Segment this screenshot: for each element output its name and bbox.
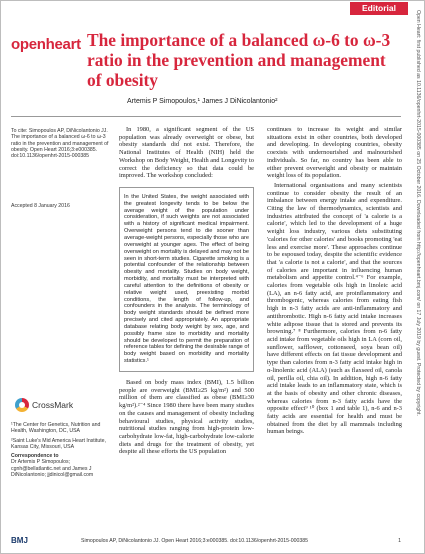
accepted-date: Accepted 8 January 2016 — [11, 203, 70, 209]
footer-citation: Simopoulos AP, DiNicolantonio JJ. Open Heart 2016;3:e000385. doi:10.1136/openhrt-2015-000385 — [81, 538, 309, 544]
crossmark-label: CrossMark — [32, 400, 74, 410]
article-title: The importance of a balanced ω-6 to ω-3 ratio in the prevention and management of obesity — [87, 30, 391, 90]
sidebar-cite — [11, 128, 111, 159]
article-authors: Artemis P Simopoulos,¹ James J DiNicolantonio² — [127, 98, 278, 105]
cite-text: To cite: Simopoulos AP, DiNicolantonio JJ. The importance of a balanced ω-6 to ω-3 ratio in the prevention and management of obesity. Open Heart 2016;3:e000385. doi:10.1136/openhrt-2015-000385 — [11, 128, 109, 160]
article-page — [3, 2, 411, 548]
quote-box: In the United States, the weight associated with the greatest longevity tends to be below the average weight of the population under consideration, if such weights are not associated with a history of significant medical impairment. Overweight persons tend to die sooner than average-weight persons, especially those who are overweight at younger ages. The effect of being overweight on mortality is delayed and may not be seen in short-term studies. Cigarette smoking is a potential confounder of the relationship between obesity and mortality. Studies on body weight, morbidity, and mortality must be interpreted with careful attention to the definitions of obesity or relative weight used, preexisting morbid conditions, the length of follow-up, and confounders in the analysis. The terminology of body weight standards should be defined more precisely and cited appropriately. An appropriate database relating body weight by sex, age, and possibly frame size to morbidity and mortality should be developed to permit the preparation of reference tables for defining the desirable range of body weight based on morbidity and mortality statistics.¹ — [119, 187, 254, 372]
correspondence-label: Correspondence to — [11, 453, 59, 460]
download-notice: Open Heart: first published as 10.1136/openhrt-2015-000385 on 25 October 2016. Downloaded from http://openheart.bmj.com/ on 17 July 2019 by guest. Protected by copyright. — [415, 10, 421, 416]
paragraph: In 1980, a significant segment of the US population was already overweight or obese, but obesity standards did not exist. Therefore, the National Institutes of Health (NIH) held the Workshop on Body Weight, Health and Longevity to correct the deficiency so that data could be improved. The workshop concluded: — [119, 126, 254, 180]
page-footer — [11, 536, 401, 546]
affiliation-2: ²Saint Luke's Mid America Heart Institute, Kansas City, Missouri, USA — [11, 437, 106, 450]
correspondence-text: Dr Artemis P Simopoulos; cgnh@bellatlantic.net and James J DiNicolantonio; jjdinicol@gmail.com — [11, 459, 94, 479]
crossmark-icon — [15, 398, 29, 412]
body-column-2 — [267, 126, 402, 438]
paragraph: Based on body mass index (BMI), 1.5 billion people are overweight (BMI≥25 kg/m²) and 500 million of them are classified as obese (BMI≥30 kg/m²).²⁻⁴ Since 1980 there have been many studies on the causes and management of obesity including behavioural studies, physical activity studies, nutritional studies ranging from high-protein low-carbohydrate low-fat, high-carbohydrate low-calorie diets and drugs for the treatment of obesity, yet despite all these efforts the US population — [119, 379, 254, 456]
paragraph: International organisations and many scientists continue to consider obesity the result of an imbalance between energy intake and expenditure. Citing the law of thermodynamics, scientists and industries attributed the concept of 'a calorie is a calorie', which led to the development of a huge weight loss industry, various diets substituting 'calories for other calories' and books promoting 'eat less and exercise more'. These approaches continue to be espoused today, despite the scientific evidence that 'a calorie is not a calorie', and that the sources of calories are important in influencing human metabolism and appetite control.⁴⁻⁶ For example, calories from vegetable oils high in linoleic acid (LA), an n-6 fatty acid, are proinflammatory and thrombogenic, whereas calories from eating fish high in n-3 fatty acids are anti-inflammatory and antithrombotic. High n-6 fatty acid intake increases white adipose tissue that is stored and prevents its browning.⁷ ⁸ Furthermore, calories from n-6 fatty acid intake from vegetable oils high in LA (corn oil, sunflower, safflower, cottonseed, soya bean oil) have different effects on fat tissue development and type than calories from n-3 fatty acid intake high in α-linolenic acid (ALA) (such as flaxseed oil, canola oil, perilla oil, chia oil). In addition, high n-6 fatty acid intake leads to an inflammatory state, which is at the basis of obesity and other chronic diseases, whereas calories from n-3 fatty acids have the opposite effect⁹ ¹⁰ (box 1 and table 1), n-6 and n-3 fatty acids are essential for health and must be obtained from the diet by all mammals including human beings. — [267, 181, 402, 436]
side-rail — [411, 6, 423, 546]
bmj-logo: BMJ — [11, 536, 28, 545]
affiliation-1: ¹The Center for Genetics, Nutrition and Health, Washington, DC, USA — [11, 422, 101, 435]
affiliations — [11, 422, 111, 481]
paragraph: continues to increase its weight and similar situations exist in other countries, both developed and developing. In developing countries, obesity coexists with undernourished and malnourished individuals. So far, no country has been able to either prevent overweight and obesity or maintain weight loss of its population. — [267, 126, 402, 180]
title-divider — [11, 116, 401, 117]
crossmark-badge[interactable] — [15, 398, 73, 412]
page-number: 1 — [398, 538, 401, 544]
journal-logo: openheart — [11, 36, 81, 53]
section-label: Editorial — [350, 2, 408, 15]
body-column-1 — [119, 126, 254, 458]
